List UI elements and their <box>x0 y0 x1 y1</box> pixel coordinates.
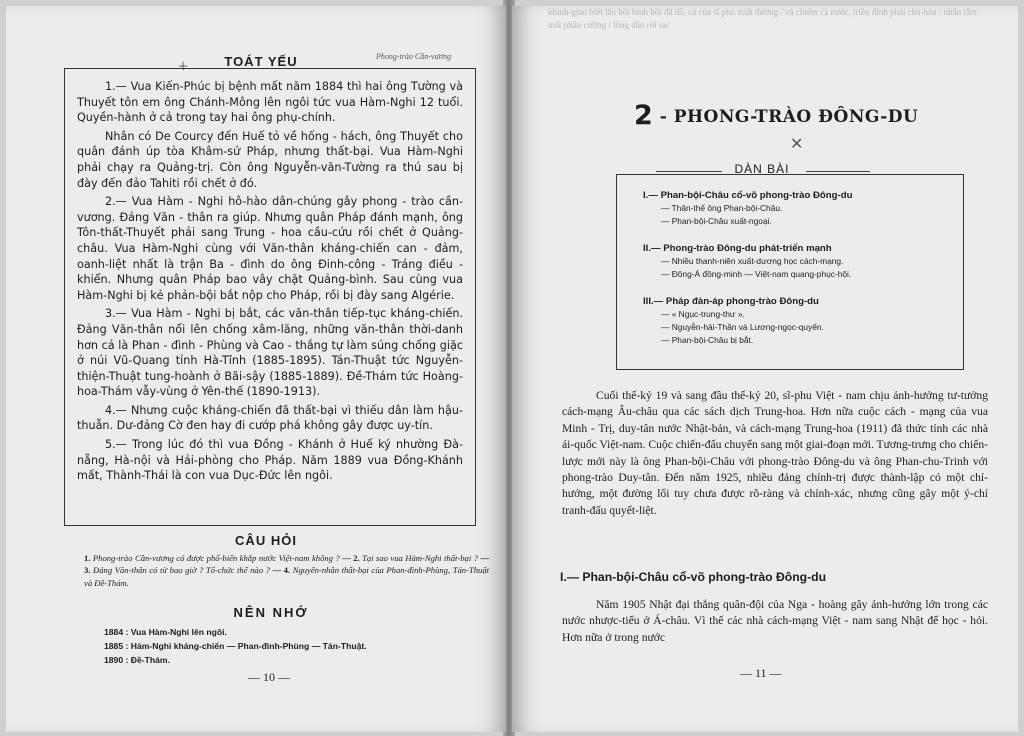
remember-item: 1885 : Hàm-Nghi kháng-chiến — Phan-đình-Phùng — Tán-Thuật. <box>104 641 367 651</box>
remember-list <box>104 625 484 667</box>
question-text: Tại sao vua Hàm-Nghi thất-bại ? <box>362 553 478 563</box>
outline-subitem: — Phan-bội-Châu bị bắt. <box>661 335 754 345</box>
outline-title: DÀN BÀI <box>734 162 790 176</box>
divider <box>656 171 722 172</box>
left-page <box>6 6 506 732</box>
outline-section <box>643 242 953 281</box>
outline-subitem: — « Ngục-trung-thư ». <box>661 309 745 319</box>
summary-paragraph: 4.— Nhưng cuộc kháng-chiến đã thất-bại vì thiếu dân làm hậu-thuẫn. Dư-đảng Cờ đen hay đi cướp phá không gây được uy-tín. <box>77 403 463 433</box>
outline-heading: I.— Phan-bội-Châu cổ-võ phong-trào Đông-du <box>643 190 853 201</box>
question-number: — 3. <box>84 553 490 576</box>
intro-text <box>562 388 988 519</box>
summary-box <box>64 68 476 526</box>
remember-title: NÊN NHỚ <box>233 605 309 620</box>
divider <box>806 171 870 172</box>
chapter-number: 2 <box>634 100 654 131</box>
outline-subitem: — Nhiều thanh-niên xuất-dương học cách-mạng. <box>661 256 844 266</box>
outline-subitem: — Nguyễn-hải-Thần và Lương-ngọc-quyến. <box>661 322 824 332</box>
summary-paragraph: 1.— Vua Kiến-Phúc bị bệnh mất năm 1884 thì hai ông Tường và Thuyết tôn em ông Chánh-Mông lên ngôi tức vua Hàm-Nghi 12 tuổi. Quyền-hành ở cả trong tay hai ông phụ-chính. <box>77 80 463 125</box>
page-number: — 11 — <box>740 666 782 680</box>
outline-subitem: — Phan-bội-Châu xuất-ngoại. <box>661 216 772 226</box>
summary-paragraph: 2.— Vua Hàm - Nghi hô-hào dân-chúng gây phong - trào cần-vương. Đảng Văn - thân ra giúp. Nhưng quân Pháp đánh mạnh, ông Tôn-thất-Thuyết phải sang Trung - hoa cầu-cứu rồi chết ở Quảng-châu. Vua Hàm-Nghi cùng với Văn-thân kháng-chiến can - đảm, oanh-liệt nhất là trận Ba - đình do ông Đinh-công - Tráng điều - khiển. Nhưng quân Pháp bao vây chặt Quảng-bình. Sau cùng vua Hàm-Nghi bị kẻ phản-bội bắt nộp cho Pháp, rồi bị đày sang Algérie. <box>77 195 463 302</box>
outline-heading: III.— Pháp đàn-áp phong-trào Đông-du <box>643 296 819 307</box>
body-paragraph: Năm 1905 Nhật đại thắng quân-đội của Nga - hoàng gây ảnh-hưởng lớn trong các nước nhược-tiểu ở Á-châu. Vì thế các nhà cách-mạng Việt - nam sang Nhật để học - hỏi. Hơn nữa ở trong nước <box>562 598 988 644</box>
chapter-title-text: - PHONG-TRÀO ĐÔNG-DU <box>659 107 919 127</box>
summary-title: TOÁT YẾU <box>224 54 298 69</box>
outline-section <box>643 189 953 228</box>
pen-mark: ✕ <box>790 136 804 153</box>
questions-list <box>84 552 489 589</box>
right-page <box>512 6 1018 732</box>
outline-section <box>643 295 953 347</box>
outline-subitem: — Thân-thế ông Phan-bội-Châu. <box>661 203 783 213</box>
outline-box <box>616 174 964 370</box>
chapter-title <box>634 100 918 131</box>
outline-heading: II.— Phong-trào Đông-du phát-triển mạnh <box>643 243 832 254</box>
question-text: Nguyên-nhân thất-bại của Phan-đình-Phùng, Tán-Thuật và Đề-Thám. <box>84 565 490 588</box>
question-text: Phong-trào Cần-vương có được phổ-biến khắp nước Việt-nam không ? <box>92 553 340 563</box>
remember-item: 1884 : Vua Hàm-Nghi lên ngôi. <box>104 627 227 637</box>
running-head: Phong-trào Cần-vương <box>376 52 452 61</box>
section-heading: I.— Phan-bội-Châu cổ-võ phong-trào Đông-du <box>560 570 827 584</box>
question-number: — 4. <box>272 565 291 576</box>
summary-paragraph: Nhân có De Courcy đến Huế tỏ về hống - hách, ông Thuyết cho quân đánh úp tòa Khâm-sứ Pháp, nhưng thất-bại. Vua Hàm-Nghi phải chạy ra Quảng-trị. Còn ông Nguyễn-văn-Tường ra thú sau bị đày đến đảo Tahiti rồi chết ở đó. <box>77 129 463 190</box>
remember-item: 1890 : Đề-Thám. <box>104 655 170 665</box>
section-text <box>562 597 988 646</box>
question-number: — 2. <box>342 553 360 563</box>
show-through-text: khinh-giao biết lâu hồi binh hồi đã đỗ, cả của sĩ phú xuất đương / và chiếm cả nước, triều đình phải chủ-hòa / nhân tâm mất phần cường / lòng dân rời rạc <box>548 7 977 30</box>
pen-mark: + <box>178 56 189 76</box>
questions-title: CÂU HỎI <box>235 533 297 548</box>
outline-subitem: — Đông-Á đồng-minh — Việt-nam quang-phục-hội. <box>661 269 852 279</box>
page-number: — 10 — <box>248 670 290 684</box>
summary-paragraph: 5.— Trong lúc đó thì vua Đồng - Khánh ở Huế ký nhường Đà-nẵng, Hà-nội và Hải-phòng cho Pháp. Năm 1889 vua Đồng-Khánh mất, Thành-Thái là con vua Dục-Đức lên ngôi. <box>77 438 463 483</box>
body-paragraph: Cuối thế-kỷ 19 và sang đầu thế-kỷ 20, sĩ-phu Việt - nam chịu ảnh-hưởng tư-tưởng cách-mạng Âu-châu qua các sách dịch Trung-hoa. Hơn nữa cuộc cách - mạng của vua Minh - Trị, duy-tân nước Nhật-bản, và cách-mạng Trung-hoa (1911) đã thức tỉnh các nhà ái-quốc Việt-nam. Cuộc chiến-đấu chuyển sang một giai-đoạn mới. Tương-trưng cho chiến-lược mới này là ông Phan-bội-Châu với phong-trào Đông-du và ông Phan-chu-Trinh với phong-trào Duy-tân. Đến năm 1925, nhiều đảng chính-trị được thành-lập có một chí-hướng, một đường lối tuy chưa được rõ-ràng và chính-xác, nhưng cũng gây một ý-chí tranh-đấu quyết-liệt. <box>562 389 988 517</box>
summary-paragraph: 3.— Vua Hàm - Nghi bị bắt, các văn-thân tiếp-tục kháng-chiến. Đảng Văn-thân nổi lên chống xâm-lăng, những văn-thân thời-danh hơn cả là Phan - đình - Phùng và Cao - thắng tự làm súng chống giặc ở núi Vũ-Quang tỉnh Hà-Tĩnh (1885-1895). Tán-Thuật tức Nguyễn-thiện-Thuật tung-hoành ở Bãi-sậy (1885-1889). Đề-Thám tức Hoàng-hoa-Thám vẫy-vùng ở Yên-thế (1890-1913). <box>77 307 463 399</box>
question-text: Đảng Văn-thân có từ bao giờ ? Tổ-chức thế nào ? <box>93 565 270 576</box>
question-number: 1. <box>84 553 91 563</box>
